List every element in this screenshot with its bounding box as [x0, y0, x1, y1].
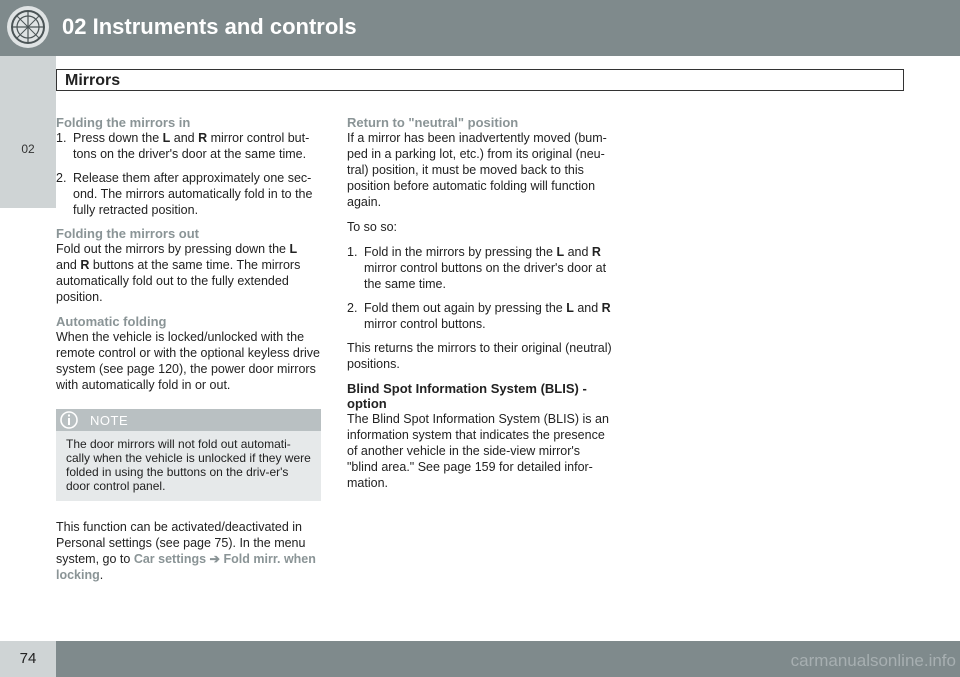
info-icon: [60, 411, 78, 429]
watermark: carmanualsonline.info: [790, 651, 956, 670]
folding-in-steps: [56, 130, 321, 218]
list-item: 2. Fold them out again by pressing the L and R mirror control buttons.: [347, 301, 611, 331]
chapter-title: 02 Instruments and controls: [62, 14, 357, 39]
note-body: The door mirrors will not fold out automati-cally when the vehicle is unlocked if they were folded in using the buttons on the driv-er's door control panel.: [66, 437, 311, 493]
arrow-right-icon: ➔: [209, 552, 221, 566]
menu-path-car-settings: Car settings: [133, 552, 207, 566]
chapter-number: 02: [21, 142, 35, 156]
note-box: [56, 409, 321, 501]
section-header: [56, 69, 904, 91]
paragraph-to-do-so: To so so:: [347, 220, 398, 234]
chapter-side-tab: [0, 56, 56, 208]
menu-path-fold-mirr: Fold mirr. when locking: [56, 552, 316, 582]
page-footer: [0, 641, 960, 677]
chapter-header: [0, 0, 960, 56]
section-title: Mirrors: [65, 72, 121, 89]
list-item: 1. Fold in the mirrors by pressing the L and R mirror control buttons on the driver's door at the same time.: [347, 245, 607, 291]
paragraph-personal-settings: This function can be activated/deactivated in Personal settings (see page 75). In the menu system, go to Car settings ➔ Fold mirr. when locking.: [56, 520, 316, 582]
list-item: 2. Release them after approximately one sec-ond. The mirrors automatically fold in to the fully retracted position.: [56, 171, 313, 217]
paragraph-returns-mirrors: This returns the mirrors to their original (neutral) positions.: [347, 341, 612, 371]
heading-folding-in: Folding the mirrors in: [56, 115, 191, 130]
paragraph-blis: The Blind Spot Information System (BLIS) is an information system that indicates the presence of another vehicle in the side-view mirror's "blind area." See page 159 for detailed infor-mation.: [347, 412, 609, 490]
page-number: 74: [19, 650, 37, 667]
list-item: 1. Press down the L and R mirror control but-tons on the driver's door at the same time.: [56, 131, 310, 161]
neutral-steps: [347, 244, 612, 332]
heading-blis: Blind Spot Information System (BLIS) - option: [347, 381, 587, 411]
paragraph-return-neutral: If a mirror has been inadvertently moved (bum-ped in a parking lot, etc.) from its original (neu-tral) position, it must be moved back to this position before automatic folding will function again.: [347, 131, 607, 209]
right-column: [347, 115, 612, 500]
left-column: [56, 115, 321, 592]
paragraph-folding-out: Fold out the mirrors by pressing down the L and R buttons at the same time. The mirrors automatically fold out to the fully extended position.: [56, 242, 301, 304]
paragraph-automatic-folding: When the vehicle is locked/unlocked with the remote control or with the optional keyless drive system (see page 120), the power door mirrors with automatically fold in or out.: [56, 330, 321, 392]
heading-return-neutral: Return to "neutral" position: [347, 115, 519, 130]
volvo-logo-icon: [6, 5, 50, 49]
heading-folding-out: Folding the mirrors out: [56, 226, 199, 241]
note-label: NOTE: [90, 413, 129, 428]
heading-automatic-folding: Automatic folding: [56, 314, 167, 329]
